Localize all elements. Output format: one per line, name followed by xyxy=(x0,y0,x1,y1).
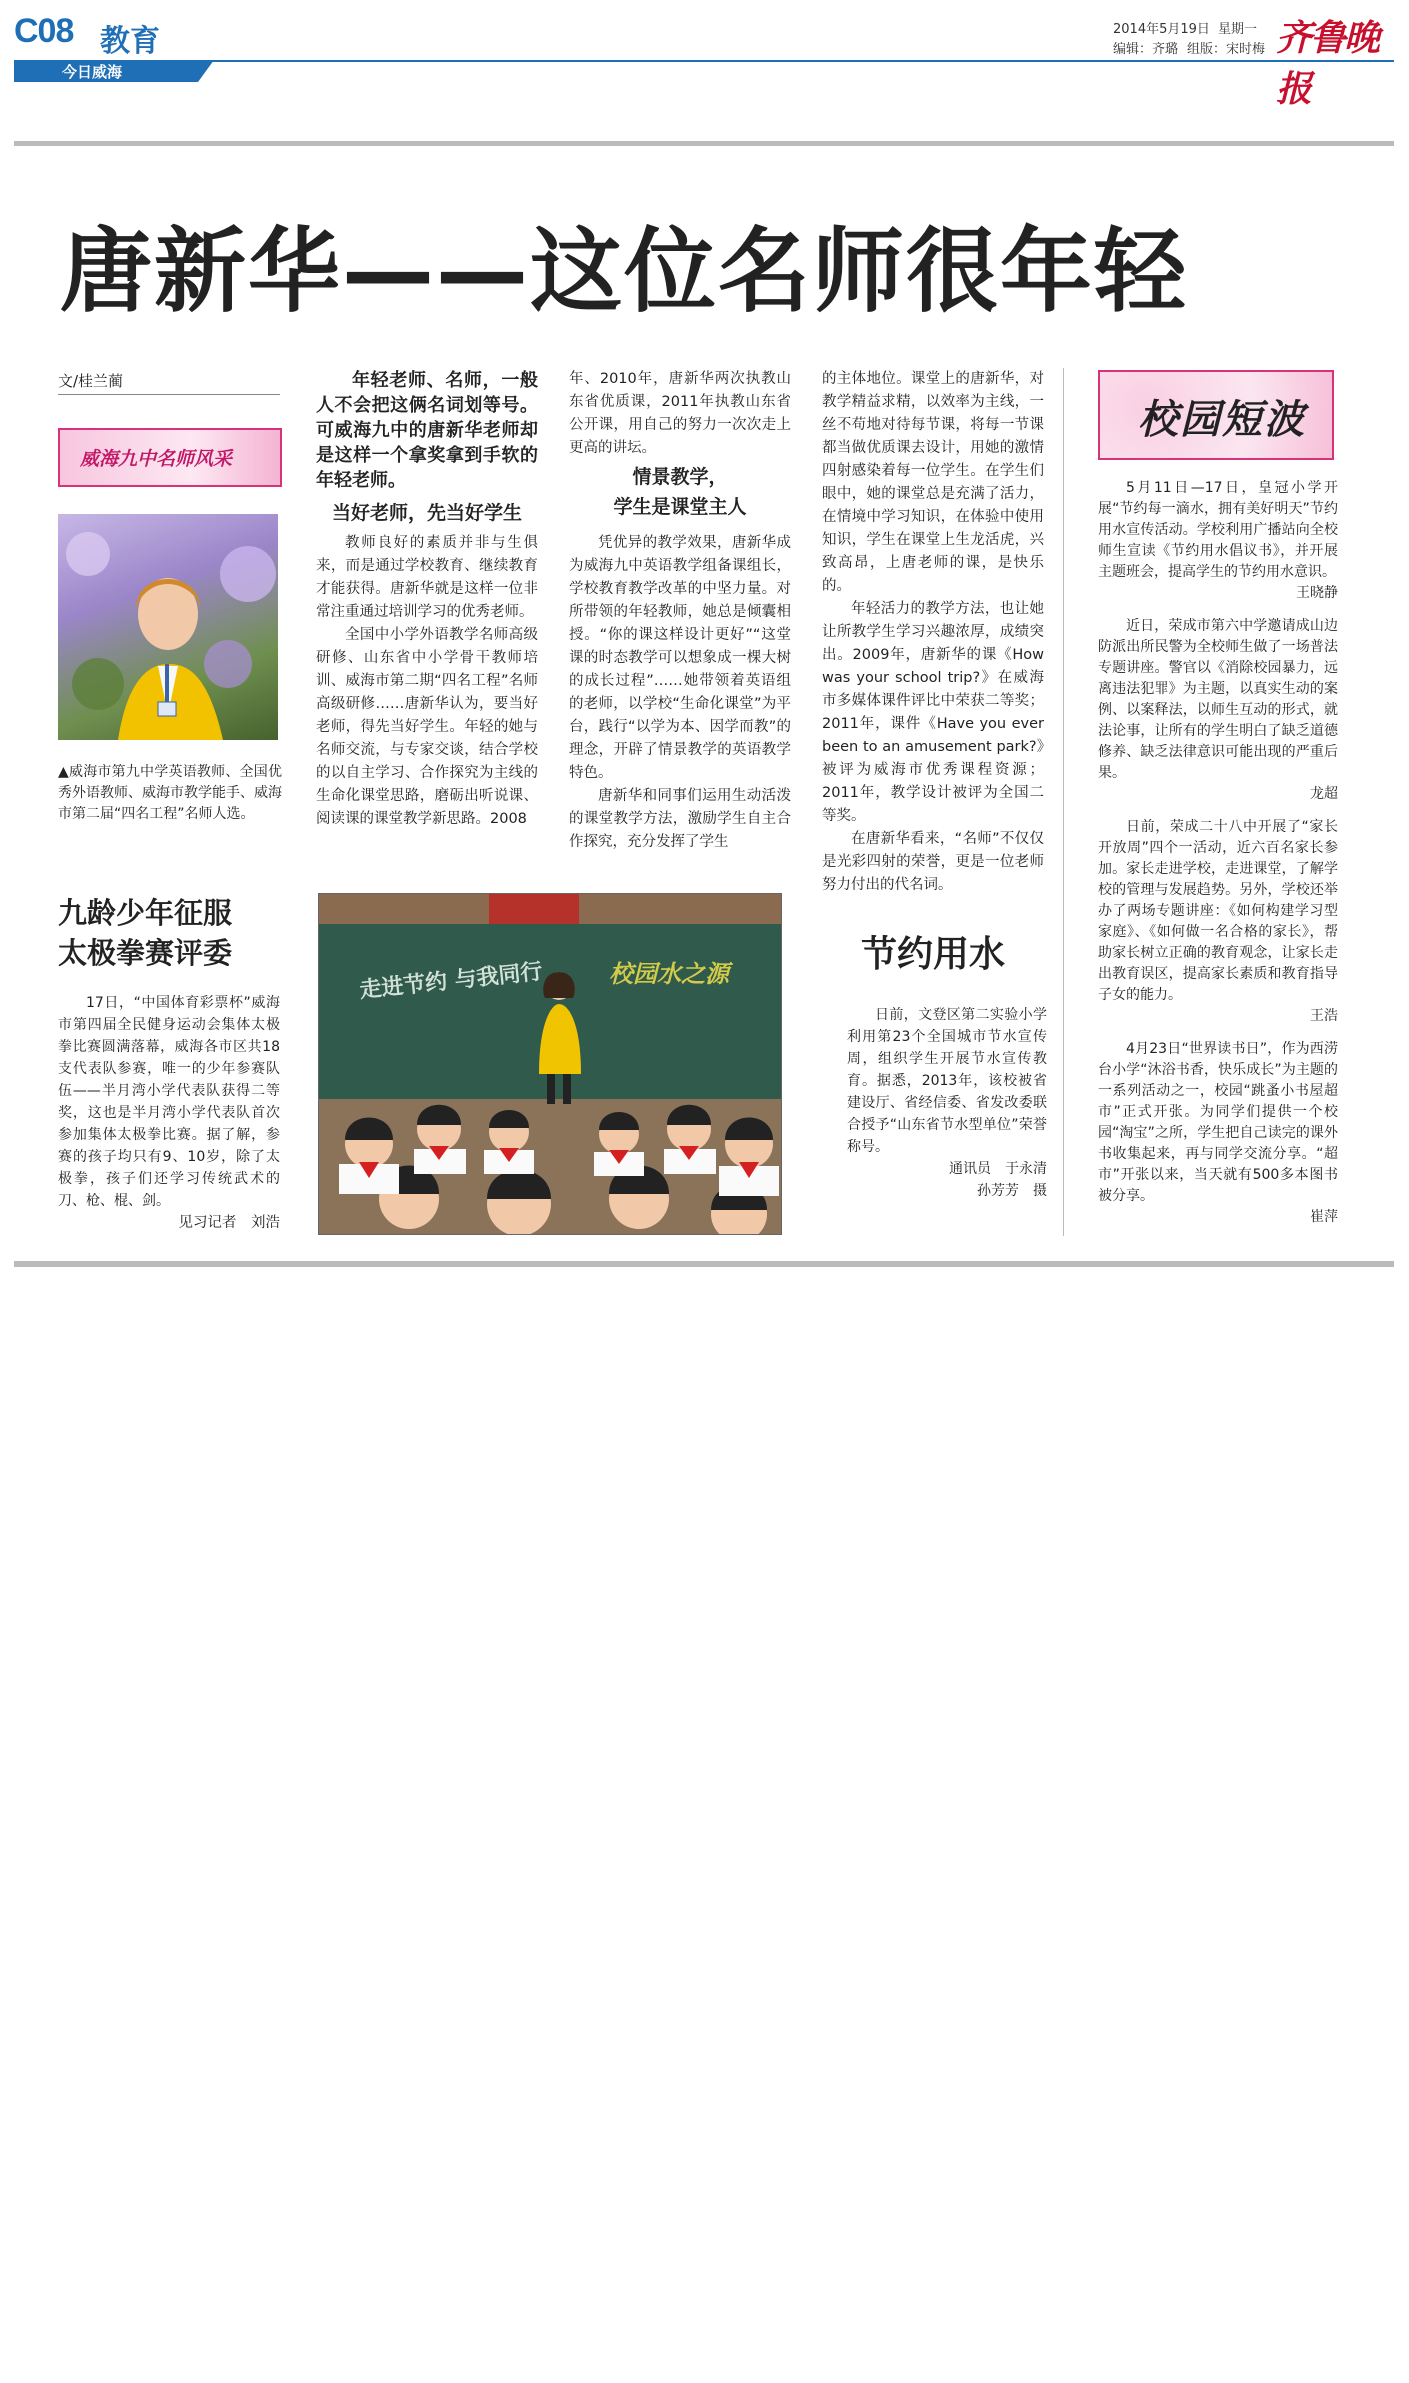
taichi-title xyxy=(58,893,232,973)
photo-caption: ▲威海市第九中学英语教师、全国优秀外语教师、威海市教学能手、威海市第二届“四名工程”名师人选。 xyxy=(58,764,282,822)
col2-paragraph-1: 教师良好的素质并非与生俱来，而是通过学校教育、继续教育才能获得。唐新华就是这样一位非常注重通过培训学习的优秀老师。 xyxy=(316,535,538,620)
col4-paragraph-2: 年轻活力的教学方法，也让她让所教学生学习兴趣浓厚，成绩突出。2009年，唐新华的课《How was your school trip?》在威海市多媒体课件评比中荣获二等奖；2011年，课件《Have you ever been to an amusement park?》被评为威海市优秀课程资源；2011年，教学设计被评为全国二等奖。 xyxy=(822,601,1044,824)
sidebar-item-body: 4月23日“世界读书日”，作为西涝台小学“沐浴书香，快乐成长”为主题的一系列活动之一，校园“跳蚤小书屋超市”正式开张。为同学们提供一个校园“淘宝”之所，学生把自己读完的课外书收集起来，再与同学交流分享。“超市”开张以来，当天就有500多本图书被分享。 xyxy=(1098,1041,1338,1204)
header-editor: 编辑：齐璐 xyxy=(1113,42,1179,57)
water-article xyxy=(847,1004,1047,1202)
article-title: 唐新华——这位名师很年轻 xyxy=(60,218,1189,325)
sidebar-item xyxy=(1098,478,1338,604)
sidebar-item xyxy=(1098,817,1338,1027)
col3-paragraph-2: 唐新华和同事们运用生动活泼的课堂教学方法，激励学生自主合作探究，充分发挥了学生 xyxy=(569,788,791,850)
section-name: 教育 xyxy=(100,24,160,59)
teacher-photo xyxy=(58,514,278,740)
taichi-sign: 见习记者 刘浩 xyxy=(178,1215,280,1231)
subhead-good-student: 当好老师，先当好学生 xyxy=(331,502,522,524)
col3-continued: 年、2010年，唐新华两次执教山东省优质课，2011年执教山东省公开课，用自己的努力一次次走上更高的讲坛。 xyxy=(569,371,791,456)
subhead-situational-line1: 情景教学， xyxy=(632,466,728,488)
water-title: 节约用水 xyxy=(860,934,1005,975)
bottom-divider xyxy=(14,1261,1394,1267)
sidebar-item-body: 5月11日—17日，皇冠小学开展“节约每一滴水，拥有美好明天”节约用水宣传活动。学校利用广播站向全校师生宣读《节约用水倡议书》，并开展主题班会，提高学生的节约用水意识。 xyxy=(1098,480,1338,580)
col4-paragraph-1: 的主体地位。课堂上的唐新华，对教学精益求精，以效率为主线，一丝不苟地对待每节课，将每一节课都当做优质课去设计，用她的激情四射感染着每一位学生。在学生们眼中，她的课堂总是充满了活力，在情境中学习知识，在体验中使用知识，学生在课堂上生龙活虎，兴致高昂，上唐老师的课，是快乐的。 xyxy=(822,371,1044,594)
subsection-name: 今日威海 xyxy=(62,63,123,81)
sidebar-item-sign: 龙超 xyxy=(1310,786,1338,802)
classroom-photo xyxy=(318,893,782,1235)
taichi-title-line2: 太极拳赛评委 xyxy=(58,936,233,970)
sidebar-items xyxy=(1098,478,1338,1228)
sidebar-title: 校园短波 xyxy=(1138,397,1306,443)
sidebar-divider xyxy=(1063,368,1064,1236)
col2-paragraph-2: 全国中小学外语教学名师高级研修、山东省中小学骨干教师培训、威海市第二期“四名工程”名师高级研修……唐新华认为，要当好老师，得先当好学生。年轻的她与名师交流，与专家交谈，结合学校的以自主学习、合作探究为主线的生命化课堂思路，磨砺出听说课、阅读课的课堂教学新思路。2008 xyxy=(316,627,538,827)
water-body: 日前，文登区第二实验小学利用第23个全国城市节水宣传周，组织学生开展节水宣传教育。据悉，2013年，该校被省建设厅、省经信委、省发改委联合授予“山东省节水型单位”荣誉称号。 xyxy=(847,1007,1047,1155)
taichi-body: 17日，“中国体育彩票杯”威海市第四届全民健身运动会集体太极拳比赛圆满落幕，威海各市区共18支代表队参赛，唯一的少年参赛队伍——半月湾小学代表队获得二等奖，这也是半月湾小学代表队首次参加集体太极拳比赛。据了解，参赛的孩子均只有9、10岁，除了太极拳，孩子们还学习传统武术的刀、枪、棍、剑。 xyxy=(58,995,280,1209)
column-3-text-2 xyxy=(569,532,791,854)
subhead-situational-line2: 学生是课堂主人 xyxy=(613,496,747,518)
series-badge xyxy=(58,428,282,487)
sidebar-item xyxy=(1098,1039,1338,1228)
classroom-photo-art xyxy=(319,894,781,1234)
sidebar-title-box xyxy=(1098,370,1334,460)
column-2-text xyxy=(316,532,538,831)
col4-paragraph-3: 在唐新华看来，“名师”不仅仅是光彩四射的荣誉，更是一位老师努力付出的代名词。 xyxy=(822,831,1044,893)
header-rule xyxy=(14,60,1394,62)
subhead-situational xyxy=(569,462,791,522)
byline-rule xyxy=(58,394,280,395)
sidebar-item-body: 近日，荣成市第六中学邀请成山边防派出所民警为全校师生做了一场普法专题讲座。警官以《消除校园暴力，远离违法犯罪》为主题，以真实生动的案例、以案释法，以师生互动的形式，就法论事，让所有的学生明白了缺乏道德修养、缺乏法律意识可能出现的严重后果。 xyxy=(1098,618,1338,781)
series-badge-label: 威海九中名师风采 xyxy=(80,448,233,470)
article-byline: 文/桂兰蔺 xyxy=(58,372,124,390)
header-weekday: 星期一 xyxy=(1218,22,1258,37)
top-divider xyxy=(14,141,1394,146)
taichi-article xyxy=(58,992,280,1235)
column-3-text xyxy=(569,368,791,460)
teacher-photo-art xyxy=(58,514,278,740)
sidebar-item xyxy=(1098,616,1338,805)
water-sign-2: 孙芳芳 摄 xyxy=(977,1183,1047,1199)
column-4-text xyxy=(822,368,1044,897)
page-number: C08 xyxy=(14,12,74,50)
taichi-title-line1: 九龄少年征服 xyxy=(58,896,233,930)
article-lead: 年轻老师、名师，一般人不会把这俩名词划等号。可威海九中的唐新华老师却是这样一个拿奖拿到手软的年轻老师。 xyxy=(316,370,538,491)
water-sign-1: 通讯员 于永清 xyxy=(949,1161,1047,1177)
sidebar-item-sign: 崔萍 xyxy=(1310,1209,1338,1225)
header-layout: 组版：宋时梅 xyxy=(1187,42,1266,57)
sidebar-item-sign: 王浩 xyxy=(1310,1008,1338,1024)
board-text-right: 校园水之源 xyxy=(609,960,729,988)
col3-paragraph-1: 凭优异的教学效果，唐新华成为威海九中英语教学组备课组长，学校教育教学改革的中坚力量。对所带领的年轻教师，她总是倾囊相授。“你的课这样设计更好”“这堂课的时态教学可以想象成一棵大树的成长过程”……她带领着英语组的老师，以学校“生命化课堂”为平台，践行“以学为本、因学而教”的理念，开辟了情景教学的英语教学特色。 xyxy=(569,535,791,781)
sidebar-item-sign: 王晓静 xyxy=(1296,585,1338,601)
header-date: 2014年5月19日 xyxy=(1113,22,1210,37)
board-text-left: 走进节约 与我同行 xyxy=(358,959,544,1004)
sidebar-item-body: 日前，荣成二十八中开展了“家长开放周”四个一活动，近六百名家长参加。家长走进学校，走进课堂，了解学校的管理与发展趋势。另外，学校还举办了两场专题讲座：《如何构建学习型家庭》、《如何做一名合格的家长》，帮助家长树立正确的教育观念，让家长走出教育误区，提高家长素质和教育指导子女的能力。 xyxy=(1098,819,1338,1003)
newspaper-logo: 齐鲁晚报 xyxy=(1276,17,1379,110)
